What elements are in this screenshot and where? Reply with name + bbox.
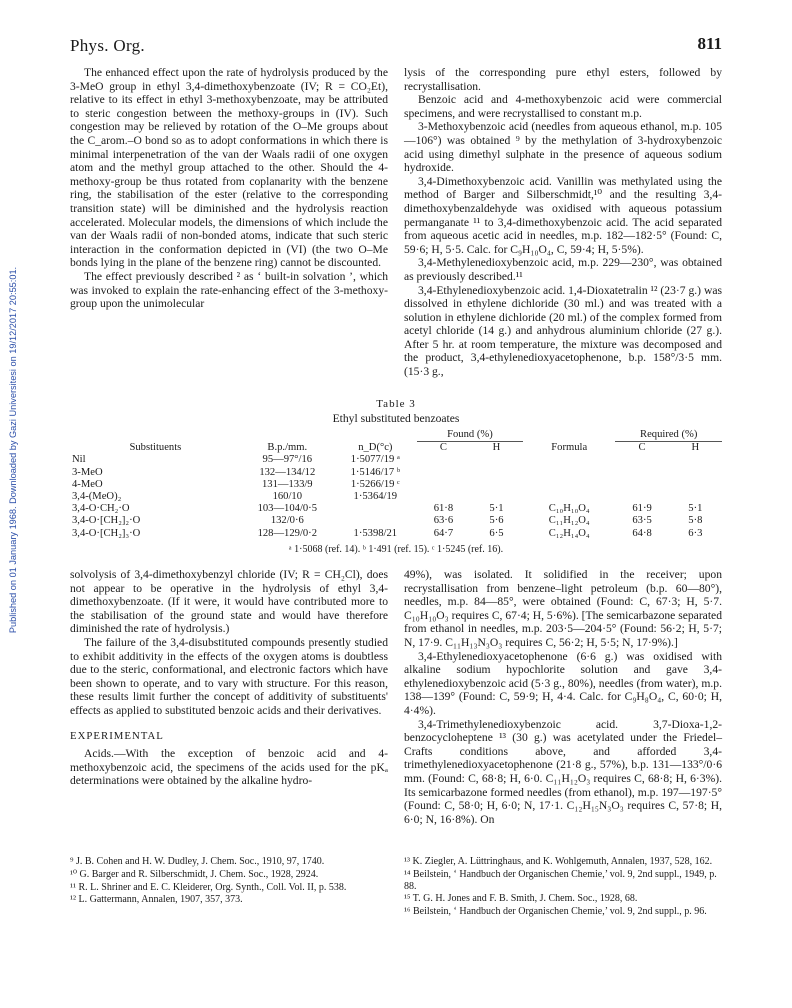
paragraph: The failure of the 3,4-disubstituted compounds presently studied to exhibit additivity in the effects of the oxygen atoms is doubtless due to the steric, conformational, and electronic factors which have been shown to operate, and to vary with structure. For this reason, these results limit further the concept of additivity of substituents' effects as applied to substituted benzoic acids and their derivatives.: [70, 635, 388, 717]
paragraph: 3,4-Dimethoxybenzoic acid. Vanillin was methylated using the method of Barger and Silberschmidt,¹⁰ and the resulting 3,4-dimethoxybenzaldehyde was oxidised with aqueous potassium permanganate ¹¹ to 3,4-dimethoxybenzoic acid. The acid separated from aqueous acetic acid in needles, m.p. 182—182·5° (Found: C, 59·6; H, 5·5. Calc. for C₉H₁₀O₄, C, 59·4; H, 5·5%).: [404, 174, 722, 256]
cell-found-h: [470, 454, 523, 466]
cell-required-c: 63·5: [632, 515, 652, 527]
cell-required-h: [669, 454, 722, 466]
cell-found-c: [417, 491, 470, 503]
cell-substituent: 3,4-O·[CH₂]₃·O: [72, 527, 141, 539]
cell-formula: C₁₀H₁₀O₄: [548, 503, 590, 515]
cell-found-h: 5·6: [489, 515, 504, 527]
paragraph: 49%), was isolated. It solidified in the receiver; upon recrystallisation from benzene–light petroleum (b.p. 60—80°), needles, m.p. 84—85°, were obtained (Found: C, 67·3; H, 5·7. C₁₀H₁₀O₃ requires C, 67·4; H, 5·6%). [The semicarbazone separated from ethanol in needles, m.p. 203·5—204·5° (Found: 56·2; H, 5·7; N, 17·9. C₁₁H₁₃N₃O₃ requires C, 56·2; H, 5·5; N, 17·9%).]: [404, 568, 722, 649]
cell-required-h: 5·8: [688, 515, 703, 527]
cell-found-c: [417, 454, 470, 466]
cell-found-c: 61·8: [433, 503, 454, 515]
footnote: ¹¹ R. L. Shriner and E. C. Kleiderer, Org. Synth., Coll. Vol. II, p. 538.: [70, 881, 347, 893]
cell-substituent: 3-MeO: [72, 466, 103, 478]
column-bottom-right: [404, 568, 722, 826]
cell-formula: C₁₂H₁₄O₄: [548, 527, 590, 539]
footnote: ⁹ J. B. Cohen and H. W. Dudley, J. Chem. Soc., 1910, 97, 1740.: [70, 856, 325, 867]
table-header-row: [70, 442, 722, 455]
running-header: Phys. Org.: [70, 36, 145, 55]
cell-nd: 1·5146/17 ᵇ: [350, 466, 401, 478]
cell-found-c: [417, 467, 470, 479]
cell-found-h: 6·5: [489, 527, 504, 539]
cell-found-h: [470, 491, 523, 503]
cell-substituent: Nil: [72, 454, 86, 466]
column-header: C: [439, 442, 447, 454]
footnotes-left: [70, 856, 388, 907]
cell-bp: 95—97°/16: [262, 454, 313, 466]
page-number: 811: [697, 34, 722, 53]
table-group-header-row: [70, 429, 722, 442]
cell-found-c: 63·6: [433, 515, 454, 527]
cell-found-h: [470, 479, 523, 491]
paragraph: 3,4-Ethylenedioxyacetophenone (6·6 g.) was oxidised with alkaline sodium hypochlorite solution and gave 3,4-ethylenedioxybenzoic acid (5·3 g., 80%), needles (from water), m.p. 138—139° (Found: C, 59·9; H, 4·4. Calc. for C₉H₈O₄, C, 60·0; H, 4·4%).: [404, 649, 722, 717]
cell-required-c: [615, 491, 668, 503]
paragraph: Benzoic acid and 4-methoxybenzoic acid were commercial specimens, and were recrystallised to constant m.p.: [404, 93, 722, 120]
section-heading-experimental: EXPERIMENTAL: [70, 729, 164, 742]
paragraph: 3,4-Ethylenedioxybenzoic acid. 1,4-Dioxatetralin ¹² (23·7 g.) was dissolved in ethylene dichloride (30 ml.) and was treated with a solution in ethylene dichloride (20 ml.) of the complex formed from acetyl chloride (14 g.) and anhydrous aluminium chloride (27 g.). After 5 hr. at room temperature, the mixture was decomposed and the product, 3,4-ethylenedioxyacetophenone, b.p. 158°/3·5 mm. (15·3 g.,: [404, 283, 722, 379]
download-watermark-text: Published on 01 January 1968. Downloaded by Gazi Universitesi on 19/12/2017 20:55:01.: [8, 266, 18, 634]
table-row: [70, 454, 722, 466]
footnotes-right: [404, 856, 722, 919]
cell-bp: 128—129/0·2: [257, 527, 318, 539]
cell-required-h: 5·1: [688, 503, 703, 515]
download-watermark[interactable]: [6, 200, 20, 700]
table-3: [70, 398, 722, 555]
column-top-left: [70, 66, 388, 311]
cell-bp: 160/10: [272, 491, 303, 503]
cell-bp: 132—134/12: [259, 466, 316, 478]
cell-found-h: [470, 467, 523, 479]
cell-required-c: 64·8: [632, 527, 652, 539]
column-header: Formula: [551, 441, 588, 453]
paragraph: The effect previously described ² as ‘ built-in solvation ’, which was invoked to explain the rate-enhancing effect of the 3-methoxy-group upon the unimolecular: [70, 269, 388, 311]
cell-bp: 103—104/0·5: [257, 503, 318, 515]
column-top-right: [404, 66, 722, 379]
table-row: [70, 503, 722, 515]
table-row: [70, 467, 722, 479]
cell-nd: 1·5266/19 ᶜ: [350, 478, 400, 490]
cell-required-h: [669, 467, 722, 479]
cell-found-h: 5·1: [489, 503, 504, 515]
cell-substituent: 3,4-(MeO)₂: [72, 491, 122, 503]
paragraph: Acids.—With the exception of benzoic acid and 4-methoxybenzoic acid, the specimens of the acids used for the pKₐ determinations were obtained by the alkaline hydro-: [70, 747, 388, 788]
cell-substituent: 4-MeO: [72, 478, 103, 490]
column-header: n_D(°c): [358, 441, 393, 453]
table-caption: Ethyl substituted benzoates: [332, 412, 460, 425]
paragraph: 3-Methoxybenzoic acid (needles from aqueous ethanol, m.p. 105—106°) was obtained ⁹ by the methylation of 3-hydroxybenzoic acid using dimethyl sulphate in the presence of aqueous sodium hydroxide.: [404, 120, 722, 175]
cell-nd: [334, 503, 417, 515]
cell-required-c: [615, 467, 668, 479]
cell-formula: [523, 454, 615, 466]
paragraph: 3,4-Trimethylenedioxybenzoic acid. 3,7-Dioxa-1,2-benzocycloheptene ¹³ (30 g.) was acetylated under the Friedel–Crafts conditions above, and afforded 3,4-trimethylenedioxyacetophenone (21·8 g., 57%), b.p. 131—133°/0·6 mm. (Found: C, 68·8; H, 6·0. C₁₁H₁₂O₃ requires C, 68·8; H, 6·3%). Its semicarbazone formed needles (from ethanol), m.p. 197—197·5° (Found: C, 58·0; H, 6·0; N, 17·1. C₁₂H₁₅N₃O₃ requires C, 57·8; H, 6·0; N, 16·8%). On: [404, 717, 722, 826]
paragraph: The enhanced effect upon the rate of hydrolysis produced by the 3-MeO group in ethyl 3,4-dimethoxybenzoate (IV; R = CO₂Et), relative to its effect in ethyl 3-methoxybenzoate, may be attributed to steric congestion between the methoxy-groups in (IV). Such congestion may be relieved by rotation of the O–Me groups about the C_arom.–O bond so as to adopt conformations in which there is minimal interpenetration of the van der Waals radii of one oxygen atom and the methyl group attached to the other. Should the 4-methoxy-group be thus rotated from coplanarity with the benzene ring, the stabilisation of the ester (relative to the corresponding transition state) will be diminished and the hydrolysis reaction accelerated. Molecular models, the dimensions of which include the van der Waals radii of non-bonded atoms, indicate that such steric interaction in the conformation depicted in (VI) (the two O–Me bonds lying in the plane of the benzene ring) cannot be discounted.: [70, 66, 388, 270]
cell-formula: C₁₁H₁₂O₄: [548, 515, 590, 527]
footnote: ¹³ K. Ziegler, A. Lüttringhaus, and K. Wohlgemuth, Annalen, 1937, 528, 162.: [404, 856, 713, 867]
footnote: ¹⁵ T. G. H. Jones and F. B. Smith, J. Chem. Soc., 1928, 68.: [404, 893, 638, 905]
cell-substituent: 3,4-O·[CH₂]₂·O: [72, 515, 141, 527]
cell-required-h: [669, 479, 722, 491]
footnote: ¹⁴ Beilstein, ‘ Handbuch der Organischen Chemie,’ vol. 9, 2nd suppl., 1949, p. 88.: [404, 868, 717, 892]
cell-bp: 131—133/9: [261, 478, 313, 490]
table-row: [70, 491, 722, 503]
table-row: [70, 479, 722, 491]
required-group-header: Required (%): [615, 429, 722, 442]
cell-substituent: 3,4-O·CH₂·O: [72, 503, 130, 515]
column-header: Substituents: [129, 441, 182, 453]
cell-found-c: [417, 479, 470, 491]
footnote: ¹⁶ Beilstein, ‘ Handbuch der Organischen Chemie,’ vol. 9, 2nd suppl., p. 96.: [404, 906, 707, 918]
footnote: ¹² L. Gattermann, Annalen, 1907, 357, 373.: [70, 894, 243, 906]
cell-formula: [523, 491, 615, 503]
paragraph: solvolysis of 3,4-dimethoxybenzyl chloride (IV; R = CH₂Cl), does not appear to be operative in the hydrolysis of ethyl 3,4-dimethoxybenzoate. (If it were, it would have contributed more to the stabilisation of the ground state and would have therefore diminished the rate of hydrolysis.): [70, 568, 388, 636]
column-header: B.p./mm.: [267, 441, 308, 453]
cell-required-c: [615, 479, 668, 491]
table-row: [70, 515, 722, 527]
footnote: ¹⁰ G. Barger and R. Silberschmidt, J. Chem. Soc., 1928, 2924.: [70, 868, 319, 880]
cell-nd: [334, 515, 417, 527]
cell-formula: [523, 467, 615, 479]
cell-required-h: 6·3: [688, 527, 703, 539]
column-header: H: [691, 442, 700, 454]
cell-required-c: 61·9: [632, 503, 652, 515]
cell-required-c: [615, 454, 668, 466]
column-header: H: [492, 442, 501, 454]
column-header: C: [638, 442, 646, 454]
paragraph: 3,4-Methylenedioxybenzoic acid, m.p. 229—230°, was obtained as previously described.¹¹: [404, 256, 722, 283]
cell-nd: 1·5364/19: [353, 491, 398, 503]
table-footnotes: ᵃ 1·5068 (ref. 14). ᵇ 1·491 (ref. 15). ᶜ 1·5245 (ref. 16).: [288, 543, 504, 555]
table-row: [70, 528, 722, 540]
cell-formula: [523, 479, 615, 491]
paragraph: lysis of the corresponding pure ethyl esters, followed by recrystallisation.: [404, 66, 722, 93]
cell-nd: 1·5398/21: [353, 527, 398, 539]
cell-nd: 1·5077/19 ᵃ: [350, 454, 400, 466]
cell-bp: 132/0·6: [270, 515, 304, 527]
table-title: Table 3: [376, 398, 416, 410]
column-bottom-left: [70, 568, 388, 788]
cell-required-h: [669, 491, 722, 503]
data-table: [70, 429, 722, 540]
found-group-header: Found (%): [417, 429, 523, 442]
cell-found-c: 64·7: [433, 527, 454, 539]
